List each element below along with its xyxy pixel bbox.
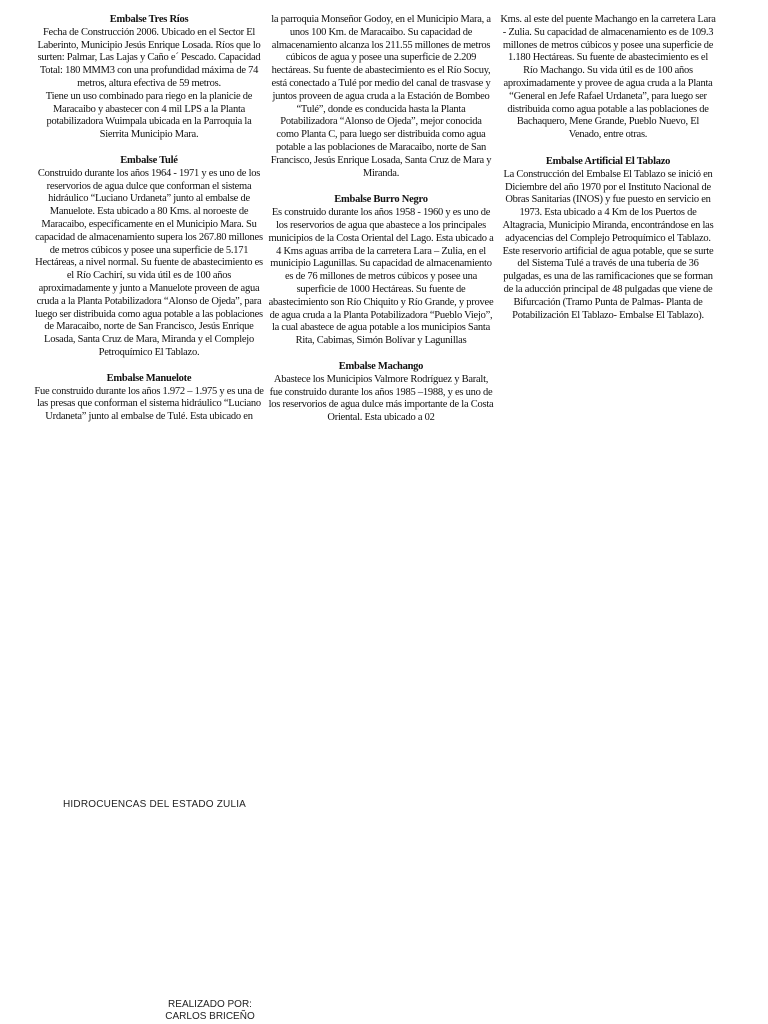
section-embalse-el-tablazo: [500, 156, 716, 322]
section-embalse-burro-negro: [268, 194, 494, 348]
section-heading: Embalse Tres Ríos: [109, 14, 189, 25]
section-manuelote-continued: [268, 14, 494, 180]
section-body: Abastece los Municipios Valmore Rodríguez y Baralt, fue construido durante los años 1985 –1988, y es uno de los reservorios de agua dulce más importante de la Costa Oriental. Esta ubicado a 02: [268, 373, 494, 424]
section-heading: Embalse Burro Negro: [334, 194, 428, 206]
section-body: Fue construido durante los años 1.972 – 1.975 y es una de las presas que conforman el sistema hidráulico “Luciano Urdaneta” junto al embalse de Tulé. Esta ubicado en: [34, 385, 264, 423]
section-embalse-manuelote: [34, 373, 264, 424]
section-heading: Embalse Machango: [338, 360, 424, 372]
section-embalse-tres-rios: [34, 14, 264, 142]
document-title: HIDROCUENCAS DEL ESTADO ZULIA: [63, 799, 247, 810]
section-embalse-tule: [34, 155, 264, 360]
section-body: Construido durante los años 1964 - 1971 y es uno de los reservorios de agua dulce que conforman el sistema hidráulico “Luciano Urdaneta” junto al embalse de Manuelote. Esta ubicado a 80 Kms. al noroeste de Maracaibo, específicamente en el Municipio Mara. Su capacidad de almacenamiento supera los 267.80 millones de metros cúbicos y posee una superficie de 5.171 Hectáreas, a nivel normal. Su fuente de abastecimiento es el Río Cachirí, su vida útil es de 100 años aproximadamente y junto a Manuelote proveen de agua cruda a la Planta Potabilizadora “Alonso de Ojeda”, para luego ser distribuida como agua potable a las poblaciones de Maracaibo, norte de San Francisco, Jesús Enrique Losada, Santa Cruz de Mara, Miranda y el Complejo Petroquímico El Tablazo.: [35, 167, 263, 358]
section-body: Es construido durante los años 1958 - 1960 y es uno de los reservorios de agua que abastece a los principales municipios de la Costa Oriental del Lago. Esta ubicado a 4 Kms aguas arriba de la carretera Lara – Zulia, en el municipio Lagunillas. Su capacidad de almacenamiento es de 76 millones de metros cúbicos y posee una superficie de 1000 Hectáreas. Su fuente de abastecimiento son Río Chiquito y Río Grande, y provee de agua cruda a la Planta Potabilizadora “Pueblo Viejo”, la cual abastece de agua potable a los municipios Santa Rita, Cabimas, Simón Bolívar y Lagunillas: [268, 207, 494, 347]
text-column-2: [268, 14, 494, 438]
section-body: Fecha de Construcción 2006. Ubicado en el Sector El Laberinto, Municipio Jesús Enrique Losada. Ríos que lo surten: Palmar, Las Lajas y Caño e´ Pescado. Capacidad Total: 180 MMM3 con una profundidad máxima de 74 metros, altura efectiva de 59 metros. Tiene un uso combinado para riego en la planicie de Maracaibo y abastecer con 4 mil LPS a la Planta potabilizadora Wuimpala ubicada en la Parroquia la Sierrita Municipio Mara.: [37, 26, 261, 141]
text-column-1: [34, 14, 264, 437]
section-heading: Embalse Tulé: [120, 154, 178, 166]
author-label: REALIZADO POR:: [168, 999, 252, 1010]
section-embalse-machango: [268, 361, 494, 425]
author-credit: [158, 999, 262, 1023]
section-heading: Embalse Manuelote: [106, 372, 192, 384]
section-body: La Construcción del Embalse El Tablazo se inició en Diciembre del año 1970 por el Instituto Nacional de Obras Sanitarias (INOS) y fue puesto en servicio en 1973. Esta ubicado a 4 Km de los Puertos de Altagracia, Municipio Miranda, encontrándose en las adyacencias del Complejo Petroquímico el Tablazo. Este reservorio artificial de agua potable, que se surte del Sistema Tulé a través de una tubería de 36 pulgadas, es una de las ramificaciones que se forman de la aducción principal de 48 pulgadas que viene de Bifurcación (Tramo Punta de Palmas- Planta de Potabilización El Tablazo- Embalse El Tablazo).: [502, 168, 714, 321]
section-body: la parroquia Monseñor Godoy, en el Municipio Mara, a unos 100 Km. de Maracaibo. Su capacidad de almacenamiento alcanza los 211.55 millones de metros cúbicos de agua y posee una superficie de 2.209 hectáreas. Su fuente de abastecimiento es el Río Socuy, está conectado a Tulé por medio del canal de trasvase y juntos proveen de agua cruda a la Estación de Bombeo “Tulé”, donde es conducida hasta la Planta Potabilizadora “Alonso de Ojeda”, mejor conocida como Planta C, para luego ser distribuida como agua potable a las poblaciones de Maracaibo, norte de San Francisco, Jesús Enrique Losada, Santa Cruz de Mara y Miranda.: [270, 14, 492, 179]
text-column-3: [500, 14, 716, 335]
section-body: Kms. al este del puente Machango en la carretera Lara - Zulia. Su capacidad de almacenamiento es de 109.3 millones de metros cúbicos y posee una superficie de 1.180 Hectáreas. Su fuente de abastecimiento es el Río Machango. Su vida útil es de 100 años aproximadamente y provee de agua cruda a la Planta “General en Jefe Rafael Urdaneta”, para luego ser distribuida como agua potable a las poblaciones de Bachaquero, Mene Grande, Pueblo Nuevo, El Venado, entre otras.: [500, 14, 716, 141]
section-heading: Embalse Artificial El Tablazo: [545, 155, 671, 167]
author-name: CARLOS BRICEÑO: [165, 1011, 255, 1022]
section-machango-continued: [500, 14, 716, 142]
